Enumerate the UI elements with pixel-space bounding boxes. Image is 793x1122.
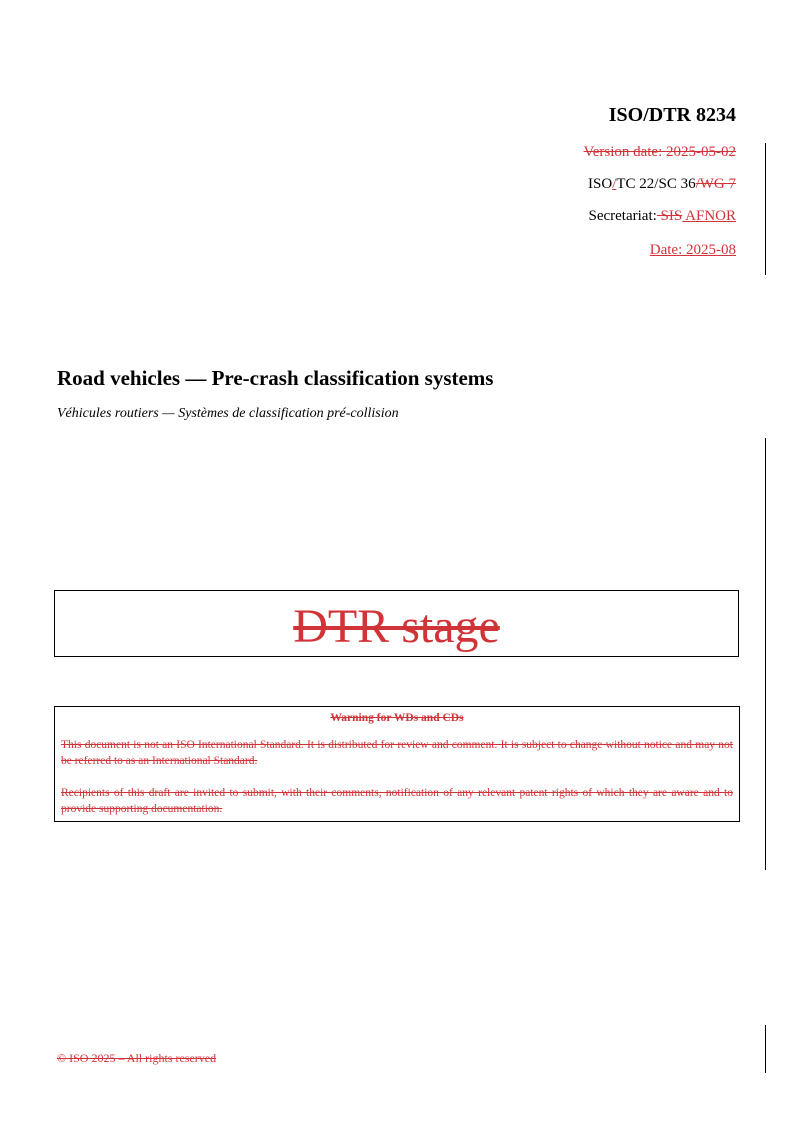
- stage-label: DTR stage: [293, 600, 500, 653]
- copyright: © ISO 2025 – All rights reserved: [57, 1051, 217, 1065]
- change-bar: [765, 438, 766, 870]
- secretariat-deleted: SIS: [656, 208, 683, 224]
- change-bar: [765, 143, 766, 275]
- committee-deleted-wg: /WG 7: [695, 176, 736, 192]
- warning-paragraph: Recipients of this draft are invited to submit, with their comments, notification of any relevant patent rights of which they are aware and to provide supporting documentation.: [61, 787, 733, 815]
- warning-heading: Warning for WDs and CDs: [330, 712, 464, 724]
- date: Date: 2025-08: [649, 242, 736, 258]
- stage-box: [54, 590, 739, 657]
- version-date: Version date: 2025-05-02: [583, 144, 736, 160]
- committee-main: TC 22/SC 36: [616, 176, 696, 192]
- secretariat-inserted: AFNOR: [682, 208, 736, 224]
- committee-iso: ISO: [588, 176, 613, 192]
- warning-paragraph: This document is not an ISO International Standard. It is distributed for review and comment. It is subject to change without notice and may not be referred to as an International Standard.: [61, 739, 733, 767]
- warning-box: [54, 706, 740, 822]
- secretariat: [588, 208, 736, 225]
- document-subtitle: Véhicules routiers — Systèmes de classification pré-collision: [57, 406, 399, 421]
- committee-inserted-slash: /: [612, 176, 617, 192]
- document-id: ISO/DTR 8234: [608, 104, 736, 126]
- document-title: Road vehicles — Pre-crash classification systems: [57, 366, 494, 390]
- secretariat-label: Secretariat:: [588, 208, 657, 224]
- committee: [588, 176, 736, 193]
- change-bar: [765, 1025, 766, 1073]
